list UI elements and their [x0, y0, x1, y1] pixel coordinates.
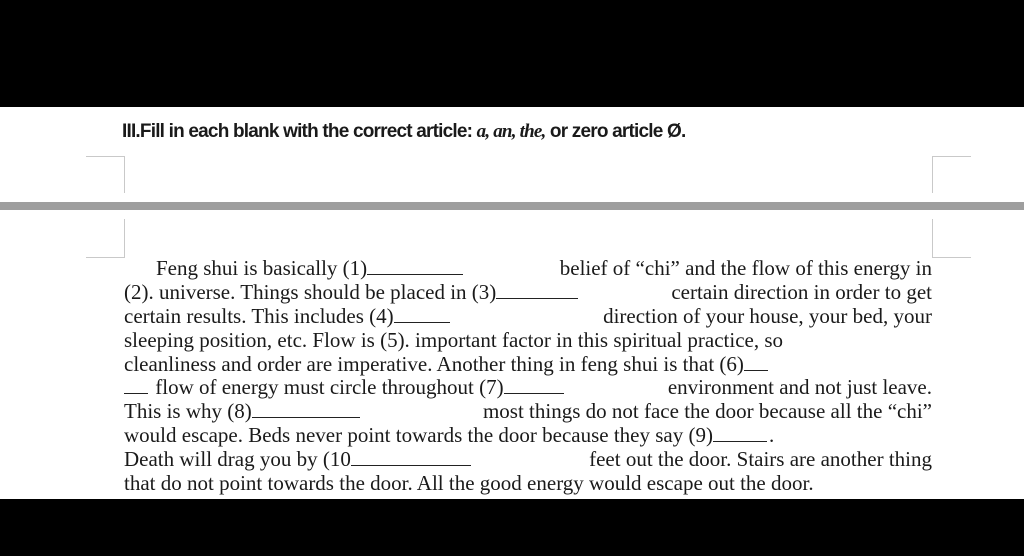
blank-9[interactable]: [713, 424, 767, 442]
text-segment: environment and not just leave.: [667, 375, 932, 400]
text-line: [124, 353, 932, 377]
text-line: [124, 305, 932, 329]
text-line: [124, 376, 932, 400]
text-line: [124, 281, 932, 305]
text-segment: feet out the door. Stairs are another thing: [589, 447, 932, 472]
crop-mark-top-left: [86, 156, 125, 193]
heading-suffix: or zero article Ø.: [545, 121, 686, 142]
blank-7[interactable]: [504, 376, 564, 394]
heading-options: a, an, the,: [476, 121, 546, 142]
text-segment: certain results. This includes (4): [124, 305, 452, 329]
document-page: [0, 107, 1024, 499]
blank-8[interactable]: [252, 400, 360, 418]
heading-prefix: III.Fill in each blank with the correct article:: [122, 121, 477, 142]
text-line: [124, 400, 932, 424]
text-segment: sleeping position, etc. Flow is (5). important factor in this spiritual practice, so: [124, 327, 784, 352]
text-line: [124, 448, 932, 472]
text-segment: certain direction in order to get: [671, 279, 932, 304]
crop-mark-top-right: [932, 156, 971, 193]
blank-6[interactable]: [744, 353, 768, 371]
crop-mark-bottom-left: [86, 219, 125, 258]
text-segment: most things do not face the door because all the “chi”: [482, 399, 932, 424]
text-segment: cleanliness and order are imperative. Another thing in feng shui is that (6): [124, 353, 770, 377]
blank-6-continued[interactable]: [124, 376, 148, 394]
text-line: [124, 329, 932, 353]
text-segment: belief of “chi” and the flow of this energy in: [559, 256, 932, 280]
page-divider: [0, 202, 1024, 210]
text-line: [124, 257, 932, 281]
text-segment: that do not point towards the door. All the good energy would escape out the door.: [124, 471, 814, 496]
exercise-paragraph: [124, 257, 932, 496]
crop-mark-bottom-right: [932, 219, 971, 258]
text-line: [124, 472, 932, 496]
text-segment: would escape. Beds never point towards the door because they say (9) .: [124, 423, 775, 448]
blank-10[interactable]: [351, 448, 471, 466]
text-segment: direction of your house, your bed, your: [603, 303, 932, 328]
text-line: [124, 424, 932, 448]
text-segment: Death will drag you by (10: [124, 448, 473, 472]
blank-4[interactable]: [394, 305, 450, 323]
text-segment: flow of energy must circle throughout (7): [124, 376, 566, 400]
blank-3[interactable]: [496, 281, 578, 299]
blank-1[interactable]: [367, 257, 463, 275]
text-segment: This is why (8): [124, 400, 362, 424]
text-segment: (2). universe. Things should be placed in (3): [124, 281, 580, 305]
text-segment: Feng shui is basically (1): [156, 257, 465, 281]
exercise-heading: [122, 121, 685, 143]
